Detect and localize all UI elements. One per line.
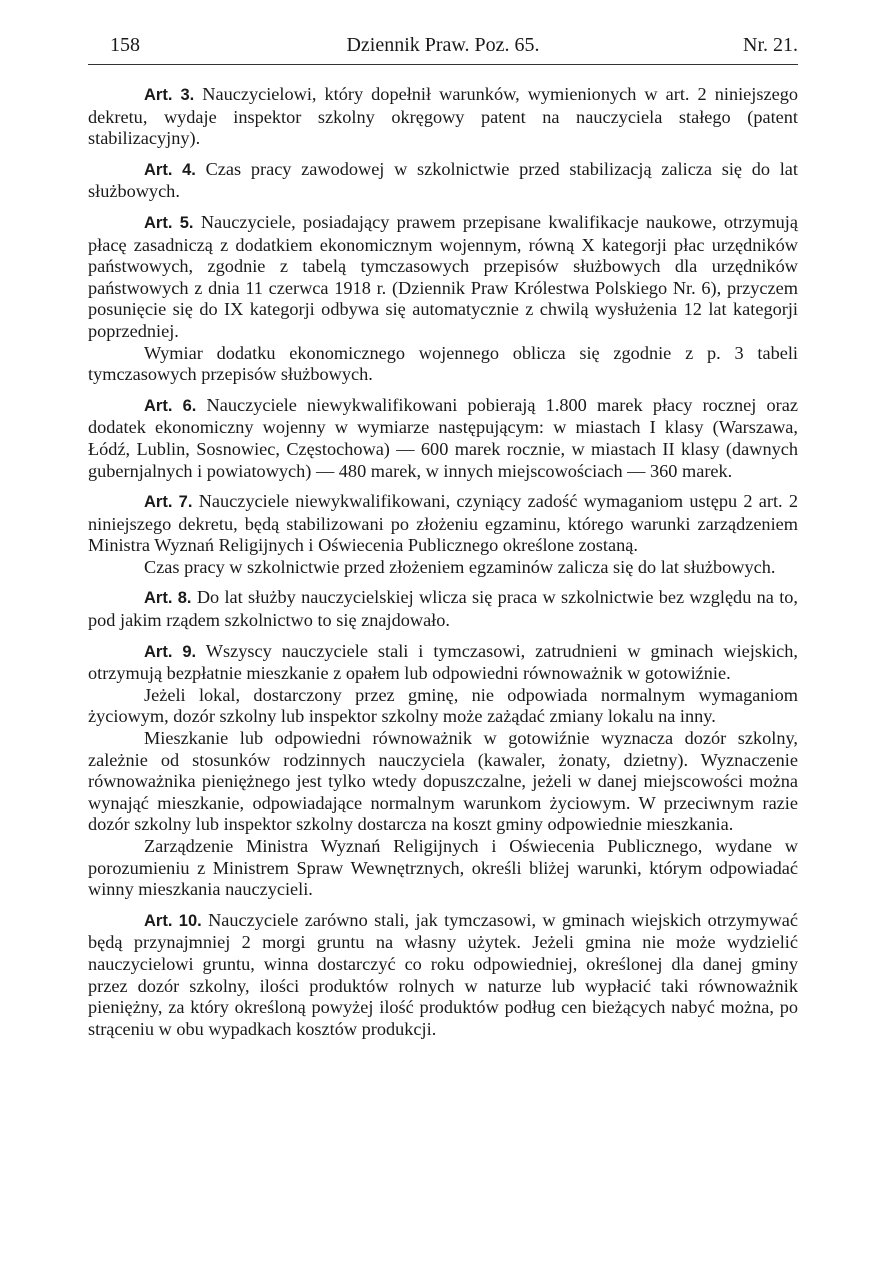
article-text: Nauczyciele niewykwalifikowani pobierają 1.800 marek płacy rocznej oraz dodatek ekonomiczny wojenny w wymiarze następującym: w miastach I klasy (Warszawa, Łódź, Lublin, Sosnowiec, Częstochowa) — 600 marek rocznie, w miastach II klasy (dawnych gubernjalnych i powiatowych) — 480 marek, w innych miejscowościach — 360 marek. (88, 394, 799, 481)
article-label: Art. 4. (144, 160, 196, 179)
article-8 (88, 587, 798, 631)
article-paragraph: Zarządzenie Ministra Wyznań Religijnych i Oświecenia Publicznego, wydane w porozumieniu z Ministrem Spraw Wewnętrznych, określi bliżej warunki, którym odpowiadać winny mieszkania nauczycieli. (88, 836, 798, 900)
document-body (88, 84, 798, 1049)
article-3 (88, 84, 798, 150)
article-paragraph: Wymiar dodatku ekonomicznego wojennego oblicza się zgodnie z p. 3 tabeli tymczasowych przepisów służbowych. (88, 342, 798, 385)
article-10 (88, 910, 798, 1041)
article-label: Art. 8. (144, 589, 192, 608)
journal-title: Dziennik Praw. Poz. 65. (346, 34, 540, 56)
article-4 (88, 159, 798, 203)
article-label: Art. 5. (144, 213, 194, 232)
article-text: Nauczyciele niewykwalifikowani, czyniący zadość wymaganiom ustępu 2 art. 2 niniejszego dekretu, będą stabilizowani po złożeniu egzaminu, którego warunki zarządzeniem Ministra Wyznań Religijnych i Oświecenia Publicznego określone zostaną. (88, 491, 798, 556)
page-header (88, 30, 798, 65)
article-text: Nauczyciele, posiadający prawem przepisane kwalifikacje naukowe, otrzymują płacę zasadniczą z dodatkiem ekonomicznym wojennym, równą X kategorji płac urzędników państwowych, zgodnie z tabelą tymczasowych przepisów służbowych dla urzędników państwowych z dnia 11 czerwca 1918 r. (Dziennik Praw Królestwa Polskiego Nr. 6), przyczem posunięcie się do IX kategorji odbywa się automatycznie z chwilą wysłużenia 12 lat kategorji poprzedniej. (88, 211, 799, 341)
article-9 (88, 641, 798, 901)
article-text: Wszyscy nauczyciele stali i tymczasowi, zatrudnieni w gminach wiejskich, otrzymują bezpłatnie mieszkanie z opałem lub odpowiedni równoważnik w gotowiźnie. (88, 640, 798, 684)
article-paragraph: Jeżeli lokal, dostarczony przez gminę, nie odpowiada normalnym wymaganiom życiowym, dozór szkolny lub inspektor szkolny może zażądać zmiany lokalu na inny. (88, 684, 798, 727)
article-text: Do lat służby nauczycielskiej wlicza się praca w szkolnictwie bez względu na to, pod jakim rządem szkolnictwo to się znajdowało. (88, 587, 798, 631)
article-label: Art. 3. (144, 86, 195, 104)
article-label: Art. 10. (144, 911, 202, 930)
article-text: Nauczycielowi, który dopełnił warunków, wymienionych w art. 2 niniejszego dekretu, wydaje inspektor szkolny okręgowy patent na nauczyciela stałego (patent stabilizacyjny). (88, 84, 798, 149)
article-label: Art. 9. (144, 642, 197, 661)
article-7 (88, 491, 798, 578)
article-paragraph: Mieszkanie lub odpowiedni równoważnik w gotowiźnie wyznacza dozór szkolny, zależnie od stosunków rodzinnych nauczyciela (kawaler, żonaty, dzietny). Wyznaczenie równoważnika pieniężnego jest tylko wtedy dopuszczalne, jeżeli w danej miejscowości można wynająć mieszkanie, odpowiadające normalnym warunkom życiowym. W przeciwnym razie dozór szkolny lub inspektor szkolny dostarcza na koszt gminy odpowiednie mieszkania. (88, 728, 798, 835)
article-6 (88, 395, 798, 482)
issue-number: Nr. 21. (743, 34, 798, 56)
page-number: 158 (110, 34, 140, 56)
article-label: Art. 6. (144, 396, 197, 415)
article-5 (88, 212, 798, 386)
article-text: Nauczyciele zarówno stali, jak tymczasowi, w gminach wiejskich otrzymywać będą przynajmniej 2 morgi gruntu na własny użytek. Jeżeli gmina nie może wydzielić nauczycielowi gruntu, winna dostarczyć co roku odpowiedniej, określonej dla danej gminy przez dozór szkolny, ilości produktów rolnych w naturze lub wypłacić taki równoważnik pieniężny, za który określoną powyżej ilość produktów podług cen bieżących nabyć można, po strąceniu w obu wypadkach kosztów produkcji. (88, 909, 799, 1039)
article-paragraph: Czas pracy w szkolnictwie przed złożeniem egzaminów zalicza się do lat służbowych. (144, 556, 776, 577)
article-label: Art. 7. (144, 493, 193, 512)
article-text: Czas pracy zawodowej w szkolnictwie przed stabilizacją zalicza się do lat służbowych. (88, 158, 799, 202)
